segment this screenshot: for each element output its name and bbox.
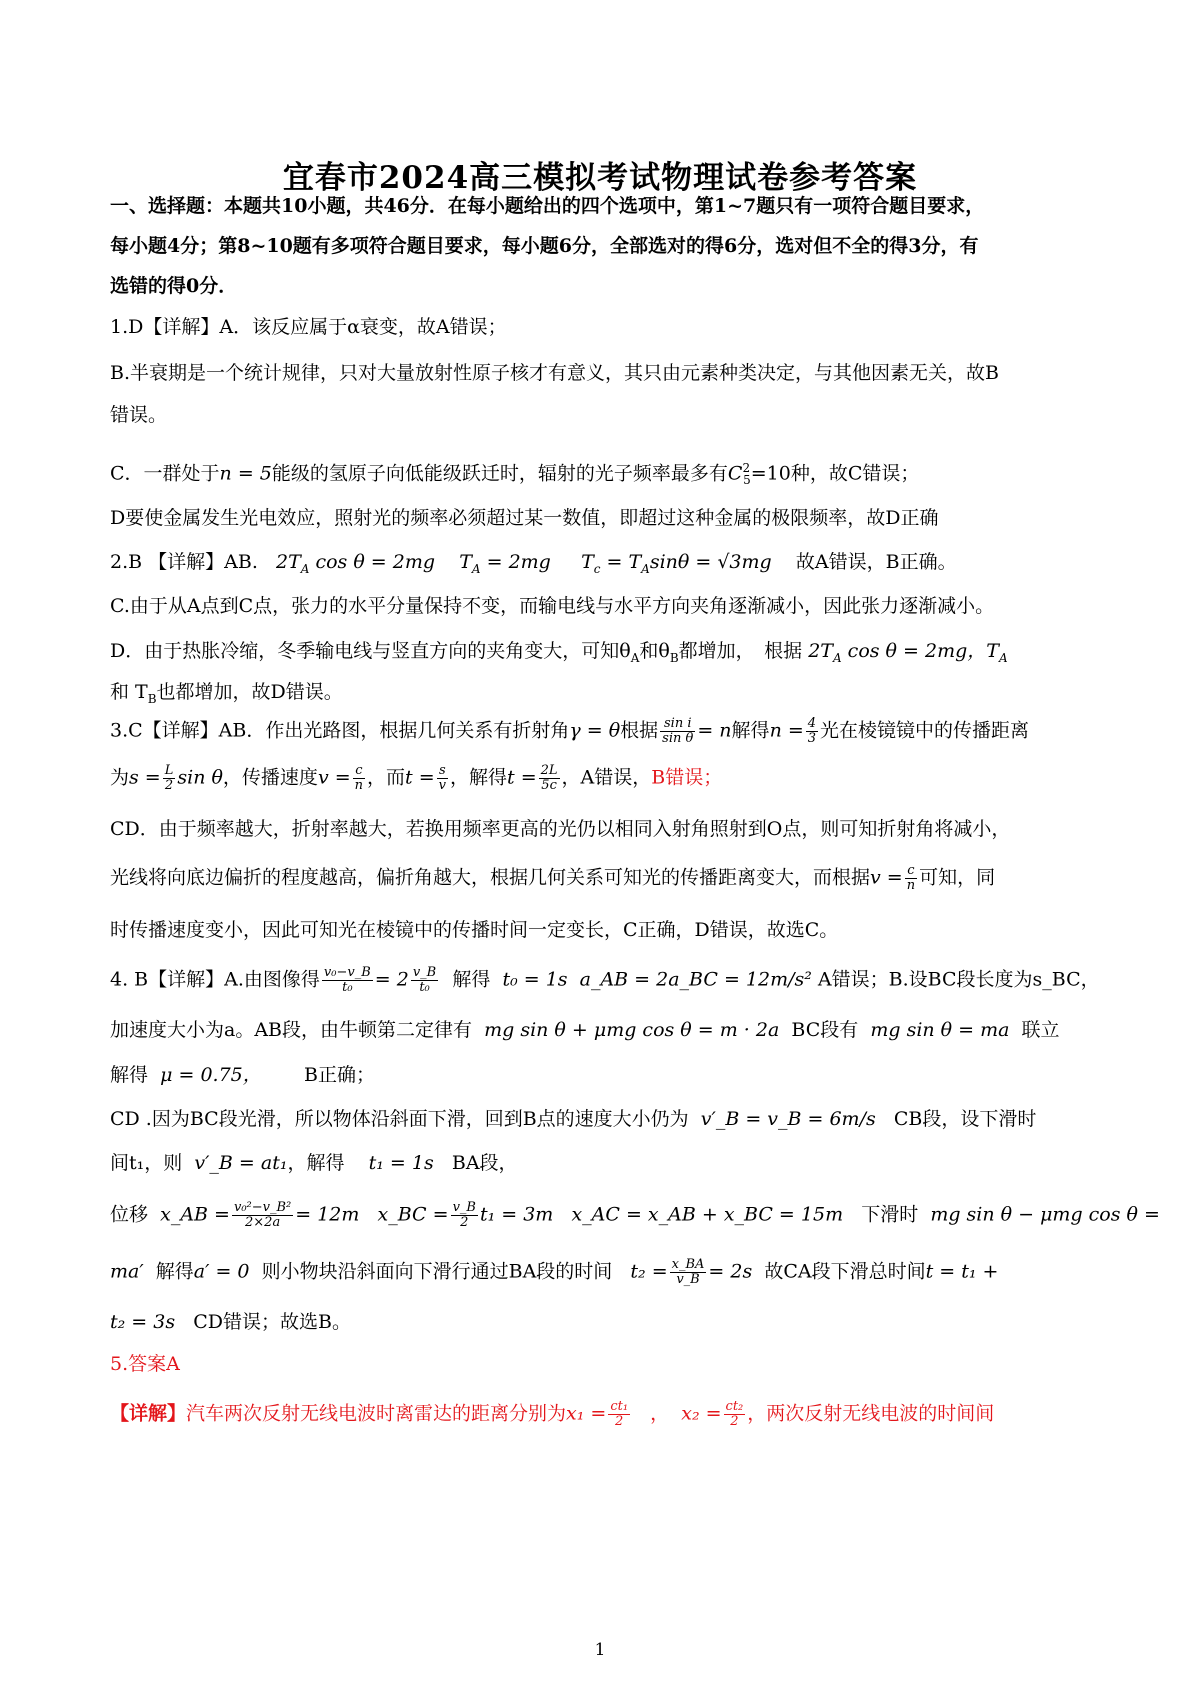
fraction xyxy=(670,1258,707,1287)
q1-option-b-line-2: 错误。 xyxy=(110,404,168,426)
text: B正确； xyxy=(304,1064,376,1086)
sub: A xyxy=(641,561,650,576)
text: ，A错误， xyxy=(561,766,652,789)
text: 光在棱镜镜中的传播距离 xyxy=(820,719,1030,742)
q4-line-2 xyxy=(110,1017,1100,1043)
denominator: t₀ xyxy=(342,980,353,995)
math: t₂ = 3s xyxy=(110,1311,176,1333)
t: T xyxy=(581,551,594,573)
sub: A xyxy=(998,650,1008,665)
section-instructions-line-1: 一、选择题：本题共10小题，共46分．在每小题给出的四个选项中，第1~7题只有一项符合题目要求， xyxy=(110,195,985,217)
text: 3.C【详解】AB．作出光路图，根据几何关系有折射角 xyxy=(110,719,570,742)
document-title: 宜春市2024高三模拟考试物理试卷参考答案 xyxy=(282,160,918,196)
math: v′_B = at₁ xyxy=(194,1152,288,1174)
denominator: v xyxy=(438,778,446,793)
math: t = xyxy=(405,766,435,789)
q5-answer: 5.答案A xyxy=(110,1353,180,1375)
denominator: n xyxy=(906,878,916,893)
q4-line-3 xyxy=(110,1062,1100,1088)
text: ，传播速度 xyxy=(222,766,318,789)
denominator: 2×2a xyxy=(245,1215,281,1230)
fraction xyxy=(411,966,438,995)
math: μ = 0.75， xyxy=(160,1064,262,1086)
t: sinθ = √3mg xyxy=(649,551,772,573)
q1-option-b-line-1: B.半衰期是一个统计规律，只对大量放射性原子核才有意义，其只由元素种类决定，与其他因素无关，故B xyxy=(110,362,999,384)
text: CB段，设下滑时 xyxy=(893,1108,1037,1130)
math: sin θ xyxy=(177,766,223,789)
q4-line-1 xyxy=(110,966,1100,995)
math: v′_B = v_B = 6m/s xyxy=(700,1108,876,1130)
text: 4. B【详解】A.由图像得 xyxy=(110,968,320,991)
numerator: ct₁ xyxy=(610,1399,629,1414)
math: t = xyxy=(507,766,537,789)
q4-line-8 xyxy=(110,1309,1100,1335)
math: x₂ = xyxy=(681,1402,722,1425)
t: T xyxy=(459,551,472,573)
math: x_AC = x_AB + x_BC = 15m xyxy=(571,1203,844,1226)
q3-line-3: CD．由于频率越大，折射率越大，若换用频率更高的光仍以相同入射角照射到O点，则可知折射角将减小， xyxy=(110,818,1011,840)
math: x_BC = xyxy=(377,1203,449,1226)
fraction xyxy=(437,764,448,793)
denominator: 2 xyxy=(730,1414,739,1429)
math: t₁ = 3m xyxy=(479,1203,554,1226)
denominator: sin θ xyxy=(662,731,694,746)
fraction xyxy=(322,966,373,995)
numerator: c xyxy=(353,764,365,779)
t: 2T xyxy=(808,640,833,662)
math: v = xyxy=(317,766,351,789)
text: 都增加， 根据 xyxy=(678,640,803,662)
math: a′ = 0 xyxy=(193,1260,250,1283)
denominator: 2 xyxy=(460,1215,469,1230)
text: 解得 xyxy=(110,1064,149,1086)
q5-detail: 【详解】汽车两次反射无线电波时离雷达的距离分别为x₁ = $\frac{\text{ct₁}}{2}$ ， x₂ = $\frac{\text{ct₂}}{2}$ ，两次反射无线电波的时间间 xyxy=(110,1399,995,1429)
math: t₁ = 1s xyxy=(368,1152,434,1174)
text: 能级的氢原子向低能级跃迁时，辐射的光子频率最多有 xyxy=(271,462,728,485)
highlighted-text: B错误； xyxy=(651,766,723,789)
text: 为 xyxy=(110,766,130,789)
math: a_AB = 2a_BC = 12m/s² xyxy=(579,968,812,991)
q4-line-7 xyxy=(110,1258,1100,1287)
numerator: v_B xyxy=(412,965,437,980)
page-number: 1 xyxy=(594,1640,606,1660)
t: cos θ = 2mg xyxy=(309,551,436,573)
section-instructions-line-3: 选错的得0分． xyxy=(110,275,238,297)
t: = 2mg xyxy=(480,551,551,573)
section-instructions-line-2: 每小题4分；第8~10题有多项符合题目要求，每小题6分，全部选对的得6分，选对但不全的得3分，有 xyxy=(110,235,979,257)
sub: B xyxy=(669,650,679,665)
math xyxy=(459,551,551,576)
numerator: v₀²−v_B² xyxy=(233,1200,292,1215)
fraction xyxy=(905,864,917,893)
t: 2T xyxy=(275,551,301,573)
sub: A xyxy=(630,650,640,665)
fraction xyxy=(451,1201,478,1230)
math: C xyxy=(727,462,743,485)
numerator: sin i xyxy=(660,717,695,732)
sup: 2 xyxy=(742,461,751,475)
q3-line-1 xyxy=(110,717,1100,746)
denominator: 2 xyxy=(615,1414,624,1429)
text: =10种，故C错误； xyxy=(750,462,920,485)
text: 和θ xyxy=(639,640,670,662)
math: x₁ = xyxy=(566,1402,607,1425)
text: CD .因为BC段光滑，所以物体沿斜面下滑，回到B点的速度大小仍为 xyxy=(110,1108,689,1130)
t: cos θ = 2mg，T xyxy=(841,640,999,662)
text: 位移 xyxy=(110,1203,149,1226)
text: 光线将向底边偏折的程度越高，偏折角越大，根据几何关系可知光的传播距离变大，而根据 xyxy=(110,866,871,889)
text: ，而 xyxy=(367,766,406,789)
numerator: c xyxy=(905,864,917,879)
text: ，两次反射无线电波的时间间 xyxy=(747,1402,995,1425)
sub: A xyxy=(300,561,310,576)
text: 故CA段下滑总时间 xyxy=(764,1260,926,1283)
fraction xyxy=(724,1400,746,1429)
text: 加速度大小为a。AB段，由牛顿第二定律有 xyxy=(110,1019,473,1041)
text: 解得 xyxy=(452,968,491,991)
denominator: 3 xyxy=(807,731,817,746)
text: A错误；B.设BC段长度为s_BC， xyxy=(817,968,1100,991)
q1-option-a: 1.D【详解】A．该反应属于α衰变，故A错误； xyxy=(110,316,507,338)
numerator: s xyxy=(437,764,448,779)
math: = 2 xyxy=(374,968,409,991)
text: 联立 xyxy=(1021,1019,1060,1041)
sub: c xyxy=(593,561,601,576)
denominator: t₀ xyxy=(419,980,430,995)
math: t₂ = xyxy=(630,1260,668,1283)
math: mg sin θ + μmg cos θ = m · 2a xyxy=(484,1019,780,1041)
text: D．由于热胀冷缩，冬季输电线与竖直方向的夹角变大，可知θ xyxy=(110,640,631,662)
fraction xyxy=(806,717,818,746)
math xyxy=(808,640,1008,665)
text: 2.B 【详解】AB. xyxy=(110,551,258,573)
text: 汽车两次反射无线电波时离雷达的距离分别为 xyxy=(186,1402,567,1425)
fraction xyxy=(539,764,560,793)
q3-line-4 xyxy=(110,864,1100,893)
text: 也都增加，故D错误。 xyxy=(156,681,343,703)
q3-line-2 xyxy=(110,764,1100,793)
fraction xyxy=(163,764,176,793)
denominator: v_B xyxy=(676,1272,700,1287)
text: 和 T xyxy=(110,681,148,703)
numerator: v₀−v_B xyxy=(323,965,371,980)
math: n = 5 xyxy=(219,462,272,485)
detail-tag: 【详解】 xyxy=(110,1402,187,1425)
fraction xyxy=(353,764,365,793)
q2-c: C.由于从A点到C点，张力的水平分量保持不变，而输电线与水平方向夹角逐渐减小，因此张力逐渐减小。 xyxy=(110,595,995,617)
denominator: n xyxy=(354,778,364,793)
math: γ = θ xyxy=(569,719,621,742)
text: 解得 xyxy=(155,1260,194,1283)
t: = T xyxy=(600,551,642,573)
math: v = xyxy=(870,866,903,889)
math: mg sin θ − μmg cos θ = xyxy=(930,1203,1160,1226)
q1-option-c xyxy=(110,455,1100,493)
math: t = t₁ + xyxy=(925,1260,999,1283)
text: 则小物块沿斜面向下滑行通过BA段的时间 xyxy=(261,1260,613,1283)
q2-d-line-2 xyxy=(110,679,1100,712)
math: x_AB = xyxy=(160,1203,230,1226)
text: 根据 xyxy=(620,719,659,742)
text: ，解得 xyxy=(287,1152,345,1174)
text: 下滑时 xyxy=(861,1203,919,1226)
text: ，解得 xyxy=(450,766,508,789)
denominator: 2 xyxy=(164,778,174,793)
q3-line-5: 时传播速度变小，因此可知光在棱镜中的传播时间一定变长，C正确，D错误，故选C。 xyxy=(110,919,839,941)
math xyxy=(581,551,772,576)
numerator: x_BA xyxy=(671,1257,705,1272)
math: = 12m xyxy=(295,1203,360,1226)
math xyxy=(275,551,436,576)
numerator: L xyxy=(164,763,174,778)
math: s = xyxy=(129,766,161,789)
math: mg sin θ = ma xyxy=(870,1019,1010,1041)
sub: A xyxy=(832,650,842,665)
denominator: 5c xyxy=(541,778,557,793)
math: n = xyxy=(769,719,804,742)
fraction xyxy=(660,717,695,746)
math: ma′ xyxy=(110,1260,144,1283)
text: BA段， xyxy=(451,1152,518,1174)
q2-d-line-1 xyxy=(110,638,1100,671)
q4-line-4 xyxy=(110,1106,1100,1132)
text: 故A错误，B正确。 xyxy=(795,551,957,573)
numerator: v_B xyxy=(452,1200,476,1215)
sub: A xyxy=(471,561,481,576)
q1-option-d: D要使金属发生光电效应，照射光的频率必须超过某一数值，即超过这种金属的极限频率，故D正确 xyxy=(110,507,939,529)
math: = 2s xyxy=(708,1260,753,1283)
text: C．一群处于 xyxy=(110,462,220,485)
text: 解得 xyxy=(731,719,770,742)
sub: B xyxy=(147,691,157,706)
text: BC段有 xyxy=(791,1019,859,1041)
text: 可知，同 xyxy=(919,866,996,889)
q4-line-5 xyxy=(110,1150,1100,1176)
q2-ab xyxy=(110,549,1100,582)
text: CD错误；故选B。 xyxy=(193,1311,351,1333)
numerator: 2L xyxy=(540,763,558,778)
q4-line-6 xyxy=(110,1200,1160,1230)
math: = n xyxy=(697,719,732,742)
fraction xyxy=(608,1400,630,1429)
fraction xyxy=(232,1201,293,1230)
numerator: ct₂ xyxy=(725,1399,744,1414)
sub: 5 xyxy=(743,473,751,488)
text: 间t₁，则 xyxy=(110,1152,183,1174)
numerator: 4 xyxy=(807,716,817,731)
math: t₀ = 1s xyxy=(502,968,568,991)
